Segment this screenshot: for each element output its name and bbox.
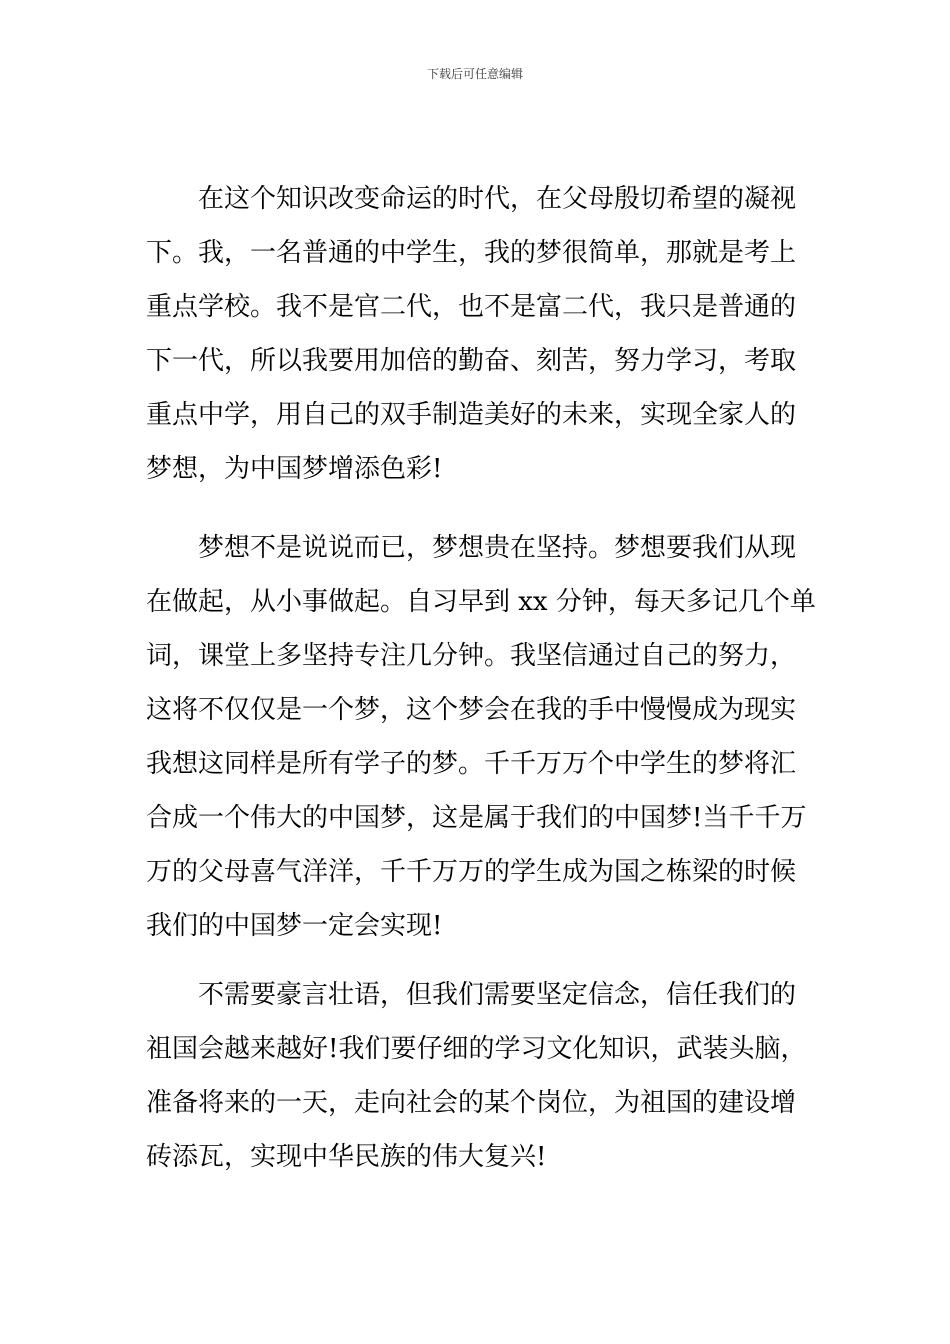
paragraph-line: 万的父母喜气洋洋，千千万万的学生成为国之栋梁的时候	[146, 857, 797, 887]
paragraph-line: 在做起，从小事做起。自习早到 xx 分钟，每天多记几个单	[146, 587, 816, 617]
paragraph-line: 词，课堂上多坚持专注几分钟。我坚信通过自己的努力，	[146, 641, 797, 671]
paragraph-line: 祖国会越来越好!我们要仔细的学习文化知识，武装头脑，	[146, 1034, 807, 1064]
paragraph-1	[146, 172, 808, 496]
paragraph-3	[146, 968, 808, 1184]
paragraph-line: 我想这同样是所有学子的梦。千千万万个中学生的梦将汇	[146, 749, 797, 779]
paragraph-2	[146, 521, 816, 953]
paragraph-line: 在这个知识改变命运的时代，在父母殷切希望的凝视	[198, 184, 797, 214]
paragraph-line: 我们的中国梦一定会实现!	[146, 911, 443, 941]
paragraph-line: 梦想，为中国梦增添色彩!	[146, 454, 443, 484]
paragraph-line: 梦想不是说说而已，梦想贵在坚持。梦想要我们从现	[198, 533, 797, 563]
paragraph-line: 这将不仅仅是一个梦，这个梦会在我的手中慢慢成为现实	[146, 695, 797, 725]
paragraph-line: 准备将来的一天，走向社会的某个岗位，为祖国的建设增	[146, 1088, 797, 1118]
paragraph-line: 砖添瓦，实现中华民族的伟大复兴!	[146, 1142, 547, 1172]
page-header-note: 下载后可任意编辑	[426, 67, 523, 81]
paragraph-line: 重点学校。我不是官二代，也不是富二代，我只是普通的	[146, 292, 797, 322]
paragraph-line: 下一代，所以我要用加倍的勤奋、刻苦，努力学习，考取	[146, 346, 797, 376]
paragraph-line: 重点中学，用自己的双手制造美好的未来，实现全家人的	[146, 400, 797, 430]
paragraph-line: 合成一个伟大的中国梦，这是属于我们的中国梦!当千千万	[146, 803, 807, 833]
paragraph-line: 下。我，一名普通的中学生，我的梦很简单，那就是考上	[146, 238, 797, 268]
paragraph-line: 不需要豪言壮语，但我们需要坚定信念，信任我们的	[198, 980, 797, 1010]
